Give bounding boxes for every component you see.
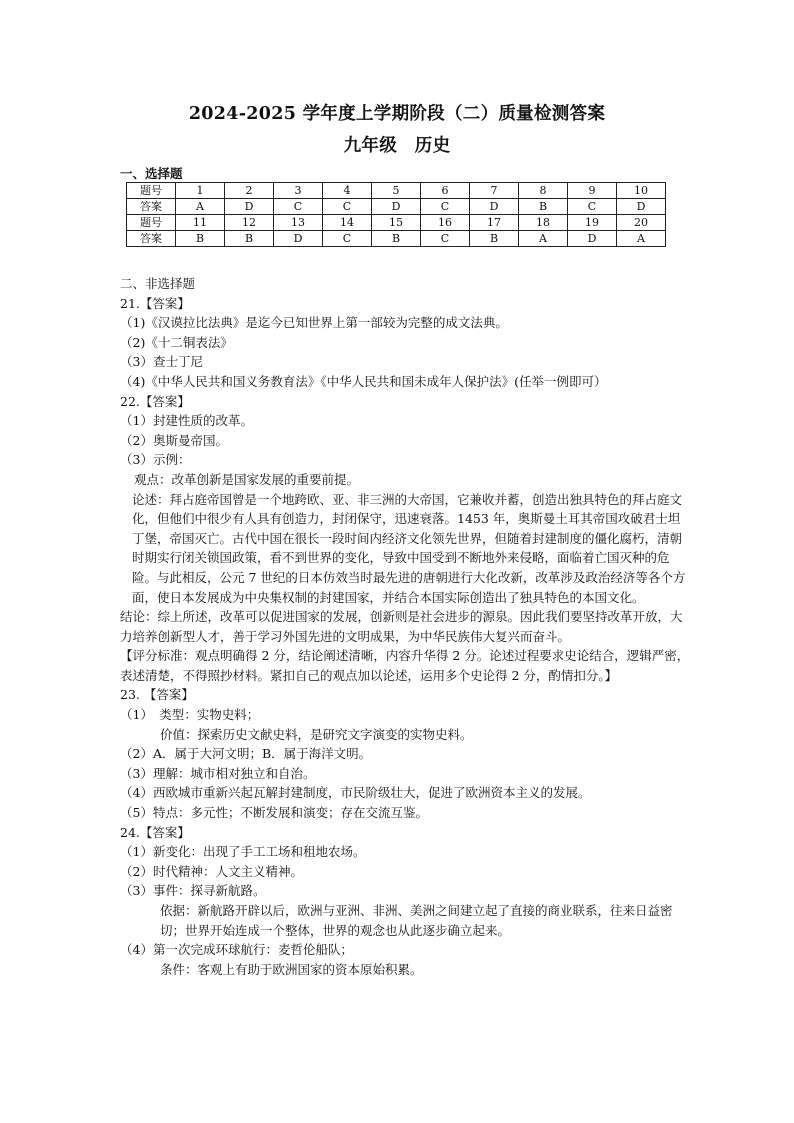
table-cell: 17	[470, 215, 519, 231]
table-cell: 6	[421, 183, 470, 199]
table-cell: 1	[176, 183, 225, 199]
answer-line: 条件：客观上有助于欧洲国家的资本原始积累。	[160, 961, 423, 977]
table-cell: D	[470, 199, 519, 215]
table-cell: 4	[323, 183, 372, 199]
table-cell: D	[568, 231, 617, 247]
answer-line: （3）示例：	[120, 452, 191, 468]
question-number-row	[127, 215, 666, 231]
row-label-cell: 题号	[127, 183, 176, 199]
table-cell: A	[519, 231, 568, 247]
document-title: 2024-2025 学年度上学期阶段（二）质量检测答案	[188, 104, 606, 124]
table-cell: 18	[519, 215, 568, 231]
non-choice-answers	[120, 274, 690, 979]
table-cell: D	[372, 199, 421, 215]
table-cell: B	[519, 199, 568, 215]
table-cell: 3	[274, 183, 323, 199]
answer-line: （4）西欧城市重新兴起瓦解封建制度，市民阶级壮大，促进了欧洲资本主义的发展。	[120, 785, 591, 801]
section-non-choice-heading: 二、非选择题	[120, 276, 196, 291]
answer-line: 24.【答案】	[120, 824, 190, 840]
answer-line: （3）事件：探寻新航路。	[120, 883, 266, 899]
table-cell: D	[617, 199, 666, 215]
table-cell: C	[421, 231, 470, 247]
table-cell: B	[470, 231, 519, 247]
question-number-row	[127, 183, 666, 199]
answer-line: 【评分标准：观点明确得 2 分，结论阐述清晰，内容升华得 2 分。论述过程要求史论结合，逻辑严密，表述清楚，不得照抄材料。紧扣自己的观点加以论述，运用多个史论得 2 分，酌情扣分。】	[120, 648, 690, 683]
table-cell: 8	[519, 183, 568, 199]
table-cell: B	[225, 231, 274, 247]
answer-line: 观点：改革创新是国家发展的重要前提。	[134, 471, 360, 487]
row-label-cell: 答案	[127, 231, 176, 247]
answer-line: （5）特点：多元性；不断发展和演变；存在交流互鉴。	[120, 805, 428, 821]
table-cell: D	[225, 199, 274, 215]
table-cell: 11	[176, 215, 225, 231]
answer-line: 价值：探索历史文献史料，是研究文字演变的实物史料。	[160, 726, 473, 742]
answer-line: 21.【答案】	[120, 295, 190, 311]
answer-line: （2）奥斯曼帝国。	[120, 432, 228, 448]
table-cell: 16	[421, 215, 470, 231]
answer-line: （4)《中华人民共和国义务教育法》《中华人民共和国未成年人保护法》(任举一例即可）	[120, 373, 607, 389]
answer-line: 依据：新航路开辟以后，欧洲与亚洲、非洲、美洲之间建立起了直接的商业联系，往来日益密切；世界开始连成一个整体，世界的观念也从此逐步确立起来。	[160, 903, 673, 938]
answer-line: 22.【答案】	[120, 393, 190, 409]
table-cell: B	[372, 231, 421, 247]
table-cell: 14	[323, 215, 372, 231]
answer-line: 23. 【答案】	[120, 687, 194, 703]
row-label-cell: 题号	[127, 215, 176, 231]
answer-line: （3）查士丁尼	[120, 354, 203, 370]
table-cell: 20	[617, 215, 666, 231]
table-cell: 5	[372, 183, 421, 199]
table-cell: 10	[617, 183, 666, 199]
answer-line: （2）时代精神：人文主义精神。	[120, 863, 303, 879]
answer-line: （2）A．属于大河文明；B．属于海洋文明。	[120, 746, 372, 762]
table-cell: 19	[568, 215, 617, 231]
row-label-cell: 答案	[127, 199, 176, 215]
table-cell: 9	[568, 183, 617, 199]
table-cell: 15	[372, 215, 421, 231]
answer-line: （2)《十二铜表法》	[120, 334, 233, 350]
table-cell: C	[323, 199, 372, 215]
answer-line: （3）理解：城市相对独立和自治。	[120, 765, 316, 781]
answer-line: （1)《汉谟拉比法典》是迄今已知世界上第一部较为完整的成文法典。	[120, 315, 508, 331]
answer-line: 论述：拜占庭帝国曾是一个地跨欧、亚、非三洲的大帝国，它兼收并蓄，创造出独具特色的拜占庭文化，但他们中很少有人具有创造力，封闭保守，迅速衰落。1453 年，奥斯曼土耳其帝国攻破君士坦丁堡，帝国灭亡。古代中国在很长一段时间内经济文化领先世界，但随着封建制度的僵化腐朽，清朝时期实行闭关锁国政策，看不到世界的变化，导致中国受到不断地外来侵略，面临着亡国灭种的危险。与此相反，公元 7 世纪的日本仿效当时最先进的唐朝进行大化改新，改革涉及政治经济等各个方面，使日本发展成为中央集权制的封建国家，并结合本国实际创造出了独具特色的本国文化。	[132, 491, 686, 605]
table-cell: 7	[470, 183, 519, 199]
table-cell: C	[323, 231, 372, 247]
table-cell: 13	[274, 215, 323, 231]
table-cell: C	[421, 199, 470, 215]
answer-line: 结论：综上所述，改革可以促进国家的发展，创新则是社会进步的源泉。因此我们要坚持改革开放，大力培养创新型人才，善于学习外国先进的文明成果，为中华民族伟大复兴而奋斗。	[120, 609, 683, 644]
answer-line: （4）第一次完成环球航行：麦哲伦船队；	[120, 942, 353, 958]
answer-line: （1） 类型：实物史料；	[120, 707, 260, 723]
table-cell: 2	[225, 183, 274, 199]
document-subtitle: 九年级 历史	[343, 136, 451, 156]
section-multiple-choice-heading: 一、选择题	[120, 166, 183, 181]
answer-line: （1）封建性质的改革。	[120, 413, 253, 429]
table-cell: C	[274, 199, 323, 215]
answer-row	[127, 199, 666, 215]
answer-row	[127, 231, 666, 247]
table-cell: 12	[225, 215, 274, 231]
answer-line: （1）新变化：出现了手工工场和租地农场。	[120, 844, 366, 860]
table-cell: A	[176, 199, 225, 215]
table-cell: B	[176, 231, 225, 247]
table-cell: D	[274, 231, 323, 247]
multiple-choice-answer-table	[126, 182, 666, 247]
table-cell: C	[568, 199, 617, 215]
table-cell: A	[617, 231, 666, 247]
